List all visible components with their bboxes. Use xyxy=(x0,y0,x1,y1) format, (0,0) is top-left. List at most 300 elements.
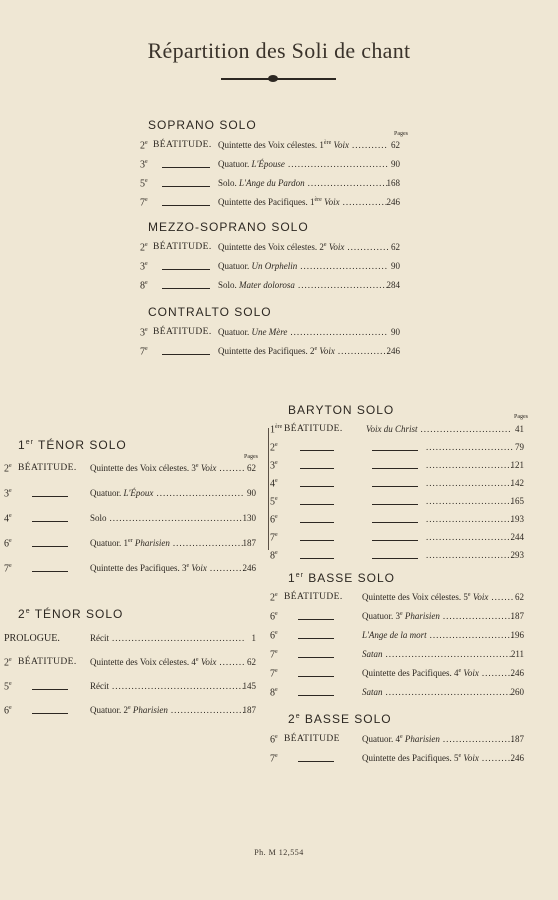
movement-number-superscript: e xyxy=(9,681,12,687)
movement-number-text: 7 xyxy=(140,346,145,358)
movement-number-superscript: e xyxy=(275,442,278,448)
page-title: Répartition des Soli de chant xyxy=(147,38,411,63)
section-heading: MEZZO-SOPRANO SOLO xyxy=(148,220,309,234)
movement-number-superscript: e xyxy=(145,242,148,248)
entry-row xyxy=(0,563,558,577)
piece-role: Voix xyxy=(319,346,335,356)
piece-description xyxy=(218,280,295,290)
heading-number: 1 xyxy=(288,571,296,585)
piece-role: Pharisien xyxy=(404,734,440,744)
page-number: 211 xyxy=(510,649,524,659)
piece-description xyxy=(362,687,383,697)
page-number: 62 xyxy=(515,592,524,602)
heading-superscript: er xyxy=(25,439,34,446)
page-number: 187 xyxy=(510,734,524,744)
page-number: 246 xyxy=(510,668,524,678)
page-number: 284 xyxy=(386,280,400,290)
movement-label: BÉATITUDE. xyxy=(18,463,77,473)
piece-role: Satan xyxy=(362,687,383,697)
title-rule-ornament xyxy=(268,75,278,82)
piece-description xyxy=(362,630,427,640)
piece-description xyxy=(362,668,479,678)
entry-row xyxy=(0,592,558,606)
ditto-dash xyxy=(300,558,334,559)
piece-description xyxy=(218,178,305,188)
piece-text: Quintette des Voix célestes. 2 xyxy=(218,242,324,252)
piece-superscript: e xyxy=(400,611,403,617)
movement-number-text: 7 xyxy=(270,649,275,661)
entry-row xyxy=(0,178,558,192)
piece-role: Mater dolorosa xyxy=(239,280,295,290)
movement-number-superscript: e xyxy=(275,734,278,740)
leader-dots: ........................... xyxy=(426,532,514,542)
entry-row xyxy=(0,514,558,528)
ditto-dash xyxy=(300,540,334,541)
page-number: 62 xyxy=(247,463,256,473)
page-number: 90 xyxy=(247,488,256,498)
heading-number: 1 xyxy=(18,438,26,452)
piece-superscript: e xyxy=(400,734,403,740)
title-rule xyxy=(221,78,336,80)
movement-number xyxy=(270,442,278,453)
leader-dots: ........ xyxy=(219,463,246,473)
pages-column-label: Pages xyxy=(244,454,258,460)
movement-number-text: 3 xyxy=(270,460,275,472)
movement-number-text: 3 xyxy=(4,488,9,500)
movement-number-superscript: e xyxy=(275,592,278,598)
page-number: 142 xyxy=(510,478,524,488)
leader-dots: ....................................... xyxy=(385,649,513,659)
movement-number-text: 3 xyxy=(140,261,145,273)
movement-number-text: 7 xyxy=(4,563,9,575)
piece-text: Solo. xyxy=(218,280,240,290)
movement-number xyxy=(140,346,148,357)
leader-dots: ................ xyxy=(337,346,390,356)
piece-text: Quatuor. 3 xyxy=(362,611,400,621)
piece-superscript: e xyxy=(195,463,199,469)
piece-superscript: e xyxy=(128,705,131,711)
pages-column-label: Pages xyxy=(514,414,528,420)
movement-number-superscript: e xyxy=(275,532,278,538)
ditto-dash xyxy=(162,186,210,187)
leader-dots: .............. xyxy=(342,197,389,207)
page-number: 244 xyxy=(510,532,524,542)
movement-number-superscript: e xyxy=(145,261,148,267)
piece-description xyxy=(218,140,349,150)
leader-dots: ........................... xyxy=(426,478,514,488)
entry-row xyxy=(0,532,558,546)
ditto-dash xyxy=(162,269,210,270)
ditto-dash xyxy=(162,288,210,289)
ditto-dash xyxy=(298,676,334,677)
leader-dots: ........................... xyxy=(300,261,388,271)
piece-description xyxy=(90,705,168,715)
piece-role: Pharisien xyxy=(132,705,168,715)
movement-number-superscript: e xyxy=(145,140,148,146)
movement-number xyxy=(140,159,148,170)
leader-dots: ...................... xyxy=(442,611,515,621)
piece-role: Pharisien xyxy=(134,538,170,548)
entry-row xyxy=(0,687,558,701)
ditto-dash xyxy=(300,450,334,451)
ditto-dash xyxy=(32,571,68,572)
entry-row xyxy=(0,630,558,644)
entry-row xyxy=(0,668,558,682)
leader-dots: ........... xyxy=(209,563,246,573)
page-number: 1 xyxy=(251,633,256,643)
leader-dots: .......... xyxy=(481,668,515,678)
leader-dots: ........................... xyxy=(426,550,514,560)
piece-description xyxy=(362,649,383,659)
movement-number-text: 8 xyxy=(140,280,145,292)
movement-number xyxy=(270,550,278,561)
movement-number-superscript: e xyxy=(275,478,278,484)
piece-text: Quintette des Voix célestes. 5 xyxy=(362,592,468,602)
piece-description xyxy=(218,197,340,207)
entry-row xyxy=(0,197,558,211)
page-number: 130 xyxy=(242,513,256,523)
leader-dots: ........................... xyxy=(156,488,245,498)
movement-label: BÉATITUDE. xyxy=(153,327,212,337)
piece-text: Quintette des Pacifiques. 4 xyxy=(362,668,459,678)
piece-text: Quintette des Pacifiques. 3 xyxy=(90,563,187,573)
entry-row xyxy=(0,496,558,510)
movement-number xyxy=(140,280,148,291)
piece-text: Quatuor. xyxy=(218,327,252,337)
heading-text: BASSE SOLO xyxy=(300,712,392,726)
movement-number xyxy=(270,478,278,489)
piece-role: L'Ange du Pardon xyxy=(239,178,305,188)
movement-number-superscript: e xyxy=(145,346,148,352)
movement-number-superscript: e xyxy=(275,514,278,520)
leader-dots: ....................... xyxy=(170,705,246,715)
ditto-dash xyxy=(300,468,334,469)
movement-number-text: 6 xyxy=(4,538,9,550)
piece-text: Quintette des Pacifiques. 5 xyxy=(362,753,459,763)
piece-superscript: er xyxy=(128,538,133,544)
page-number: 246 xyxy=(510,753,524,763)
entry-row xyxy=(0,424,558,438)
piece-role: Voix xyxy=(328,242,345,252)
entry-row xyxy=(0,753,558,767)
movement-number xyxy=(270,514,278,525)
piece-superscript: e xyxy=(323,242,327,248)
movement-number-text: 5 xyxy=(270,496,275,508)
section-heading: CONTRALTO SOLO xyxy=(148,305,272,319)
piece-text: Quintette des Pacifiques. 1 xyxy=(218,197,315,207)
movement-label: BÉATITUDE. xyxy=(153,140,212,150)
heading-text: TÉNOR SOLO xyxy=(33,438,127,452)
entry-row xyxy=(0,261,558,275)
entry-row xyxy=(0,346,558,360)
ditto-dash xyxy=(298,619,334,620)
piece-role: Pharisien xyxy=(404,611,440,621)
heading-superscript: e xyxy=(25,608,31,615)
movement-number-text: 7 xyxy=(140,197,145,209)
plate-number: Ph. M 12,554 xyxy=(254,848,304,857)
piece-role: Un Orphelin xyxy=(251,261,298,271)
movement-label: BÉATITUDE. xyxy=(18,657,77,667)
piece-superscript: e xyxy=(467,592,471,598)
ditto-dash xyxy=(372,540,418,541)
piece-superscript: ère xyxy=(323,140,332,146)
ditto-dash xyxy=(372,468,418,469)
movement-number-text: 8 xyxy=(270,687,275,699)
piece-superscript: e xyxy=(458,753,462,759)
page-number: 187 xyxy=(242,705,256,715)
leader-dots: .......... xyxy=(481,753,515,763)
heading-text: BASSE SOLO xyxy=(303,571,395,585)
leader-dots: ....................................... xyxy=(385,687,513,697)
movement-number xyxy=(270,630,278,641)
leader-dots: ............................... xyxy=(287,159,389,169)
ditto-dash xyxy=(372,558,418,559)
leader-dots: ......................................... xyxy=(112,633,246,643)
page-number: 79 xyxy=(515,442,524,452)
movement-number-superscript: e xyxy=(275,550,278,556)
movement-number-text: 5 xyxy=(4,681,9,693)
movement-number xyxy=(270,668,278,679)
heading-superscript: e xyxy=(295,713,301,720)
ditto-dash xyxy=(372,450,418,451)
page-number: 246 xyxy=(242,563,256,573)
movement-label: BÉATITUDE xyxy=(284,734,340,744)
piece-text: Solo. xyxy=(218,178,240,188)
piece-role: L'Épouse xyxy=(251,159,285,169)
ditto-dash xyxy=(300,504,334,505)
movement-number-superscript: e xyxy=(145,280,148,286)
leader-dots: ............. xyxy=(347,242,390,252)
piece-role: Voix xyxy=(200,657,217,667)
movement-number-text: 2 xyxy=(4,657,9,669)
piece-superscript: e xyxy=(186,563,190,569)
leader-dots: ........................... xyxy=(426,496,514,506)
movement-number-superscript: e xyxy=(9,538,12,544)
movement-number-superscript: e xyxy=(9,463,12,469)
piece-role: Voix xyxy=(463,753,479,763)
piece-description xyxy=(362,592,488,602)
page-number: 260 xyxy=(510,687,524,697)
movement-number-superscript: e xyxy=(275,496,278,502)
movement-number-text: 4 xyxy=(4,513,9,525)
movement-number-superscript: e xyxy=(9,563,12,569)
page-number: 196 xyxy=(510,630,524,640)
piece-description xyxy=(218,261,297,271)
movement-number xyxy=(4,563,12,574)
entry-row xyxy=(0,611,558,625)
piece-text: Quintette des Pacifiques. 2 xyxy=(218,346,315,356)
movement-number-superscript: e xyxy=(9,705,12,711)
movement-number-superscript: e xyxy=(275,668,278,674)
movement-number-text: 7 xyxy=(270,668,275,680)
movement-label: BÉATITUDE. xyxy=(284,592,343,602)
leader-dots: ........ xyxy=(219,657,246,667)
movement-number xyxy=(270,592,278,603)
page-number: 246 xyxy=(386,197,400,207)
leader-dots: .......................... xyxy=(429,630,515,640)
movement-label: BÉATITUDE. xyxy=(284,424,343,434)
movement-number-superscript: e xyxy=(145,197,148,203)
movement-number-text: 6 xyxy=(4,705,9,717)
movement-number xyxy=(270,687,278,698)
piece-description xyxy=(366,424,418,434)
leader-dots: ....... xyxy=(491,592,515,602)
movement-number xyxy=(270,532,278,543)
ditto-dash xyxy=(298,638,334,639)
ditto-dash xyxy=(298,657,334,658)
leader-dots: ...................... xyxy=(442,734,515,744)
movement-number-text: 6 xyxy=(270,611,275,623)
page-number: 62 xyxy=(247,657,256,667)
section-heading xyxy=(288,571,395,585)
movement-number-text: 6 xyxy=(270,734,275,746)
page-number: 41 xyxy=(515,424,524,434)
piece-role: Satan xyxy=(362,649,383,659)
movement-number-superscript: e xyxy=(275,687,278,693)
ditto-dash xyxy=(372,486,418,487)
piece-role: Voix xyxy=(472,592,489,602)
movement-number xyxy=(140,178,148,189)
entry-row xyxy=(0,442,558,456)
movement-number-superscript: e xyxy=(145,327,148,333)
leader-dots: ........................... xyxy=(426,442,514,452)
section-heading xyxy=(288,712,392,726)
movement-number-text: 8 xyxy=(270,550,275,562)
movement-number xyxy=(270,460,278,471)
movement-number-superscript: e xyxy=(275,753,278,759)
leader-dots: ........... xyxy=(351,140,388,150)
piece-description xyxy=(362,734,440,744)
heading-number: 2 xyxy=(18,607,26,621)
entry-row xyxy=(0,140,558,154)
movement-number-text: 2 xyxy=(270,442,275,454)
piece-text: Quatuor. xyxy=(218,261,252,271)
entry-row xyxy=(0,649,558,663)
piece-description xyxy=(362,753,479,763)
page-number: 90 xyxy=(391,261,400,271)
movement-number-text: 2 xyxy=(4,463,9,475)
piece-superscript: ère xyxy=(314,197,322,203)
page-number: 90 xyxy=(391,327,400,337)
movement-number xyxy=(270,753,278,764)
section-heading: SOPRANO SOLO xyxy=(148,118,257,132)
page-number: 121 xyxy=(510,460,524,470)
movement-number-text: 7 xyxy=(270,532,275,544)
movement-number-text: 3 xyxy=(140,327,145,339)
leader-dots: .............................. xyxy=(290,327,388,337)
leader-dots: ........................... xyxy=(426,460,514,470)
leader-dots: ............................ xyxy=(420,424,512,434)
movement-number xyxy=(270,496,278,507)
page-number: 90 xyxy=(391,159,400,169)
entry-row xyxy=(0,705,558,719)
heading-number: 2 xyxy=(288,712,296,726)
ditto-dash xyxy=(162,354,210,355)
piece-role: L'Époux xyxy=(123,488,154,498)
piece-text: Solo xyxy=(90,513,107,523)
piece-role: Voix xyxy=(200,463,217,473)
movement-number-text: 5 xyxy=(140,178,145,190)
piece-description xyxy=(218,346,335,356)
piece-text: Quatuor. 1 xyxy=(90,538,128,548)
page-number: 187 xyxy=(510,611,524,621)
section-heading: BARYTON SOLO xyxy=(288,403,395,417)
entry-row xyxy=(0,159,558,173)
movement-label: BÉATITUDE. xyxy=(153,242,212,252)
piece-role: Voix xyxy=(324,197,340,207)
heading-superscript: er xyxy=(295,572,304,579)
movement-number xyxy=(270,424,282,435)
movement-number-superscript: e xyxy=(9,488,12,494)
piece-role: Une Mère xyxy=(251,327,288,337)
leader-dots: ............................ xyxy=(297,280,389,290)
piece-description xyxy=(218,242,344,252)
movement-number xyxy=(140,242,148,253)
leader-dots: ........................... xyxy=(426,514,514,524)
piece-description xyxy=(362,611,440,621)
piece-superscript: e xyxy=(458,668,462,674)
heading-text: TÉNOR SOLO xyxy=(30,607,124,621)
movement-number xyxy=(270,649,278,660)
piece-text: Quintette des Voix célestes. 1 xyxy=(218,140,324,150)
ditto-dash xyxy=(372,504,418,505)
piece-role: Voix xyxy=(463,668,479,678)
piece-description xyxy=(218,327,287,337)
entry-row xyxy=(0,280,558,294)
ditto-dash xyxy=(300,522,334,523)
movement-number-superscript: e xyxy=(275,611,278,617)
movement-number-superscript: e xyxy=(9,657,12,663)
page-number: 62 xyxy=(391,140,400,150)
piece-superscript: e xyxy=(195,657,199,663)
piece-text: Quatuor. 2 xyxy=(90,705,128,715)
ditto-dash xyxy=(162,167,210,168)
page-number: 187 xyxy=(242,538,256,548)
movement-number xyxy=(140,261,148,272)
ditto-dash xyxy=(298,695,334,696)
movement-number-text: 6 xyxy=(270,630,275,642)
movement-number-text: 7 xyxy=(270,753,275,765)
entry-row xyxy=(0,242,558,256)
movement-number-text: 6 xyxy=(270,514,275,526)
movement-number xyxy=(140,197,148,208)
movement-number-text: 4 xyxy=(270,478,275,490)
ditto-dash xyxy=(162,205,210,206)
ditto-dash xyxy=(300,486,334,487)
piece-description xyxy=(218,159,285,169)
movement-number xyxy=(4,705,12,716)
movement-number-text: PROLOGUE. xyxy=(4,633,60,644)
page-number: 165 xyxy=(510,496,524,506)
page-number: 293 xyxy=(510,550,524,560)
ditto-dash xyxy=(32,713,68,714)
ditto-dash xyxy=(32,546,68,547)
movement-number-superscript: e xyxy=(275,649,278,655)
pages-column-label: Pages xyxy=(394,131,408,137)
piece-text: Récit xyxy=(90,633,109,643)
piece-text: Quintette des Voix célestes. 3 xyxy=(90,463,196,473)
page-number: 168 xyxy=(386,178,400,188)
entry-row xyxy=(0,327,558,341)
ditto-dash xyxy=(298,761,334,762)
movement-number xyxy=(270,611,278,622)
entry-row xyxy=(0,550,558,564)
leader-dots: ......................... xyxy=(307,178,389,188)
ditto-dash xyxy=(372,522,418,523)
movement-number xyxy=(140,140,148,151)
piece-role: Voix xyxy=(191,563,207,573)
movement-number-text: 2 xyxy=(140,140,145,152)
